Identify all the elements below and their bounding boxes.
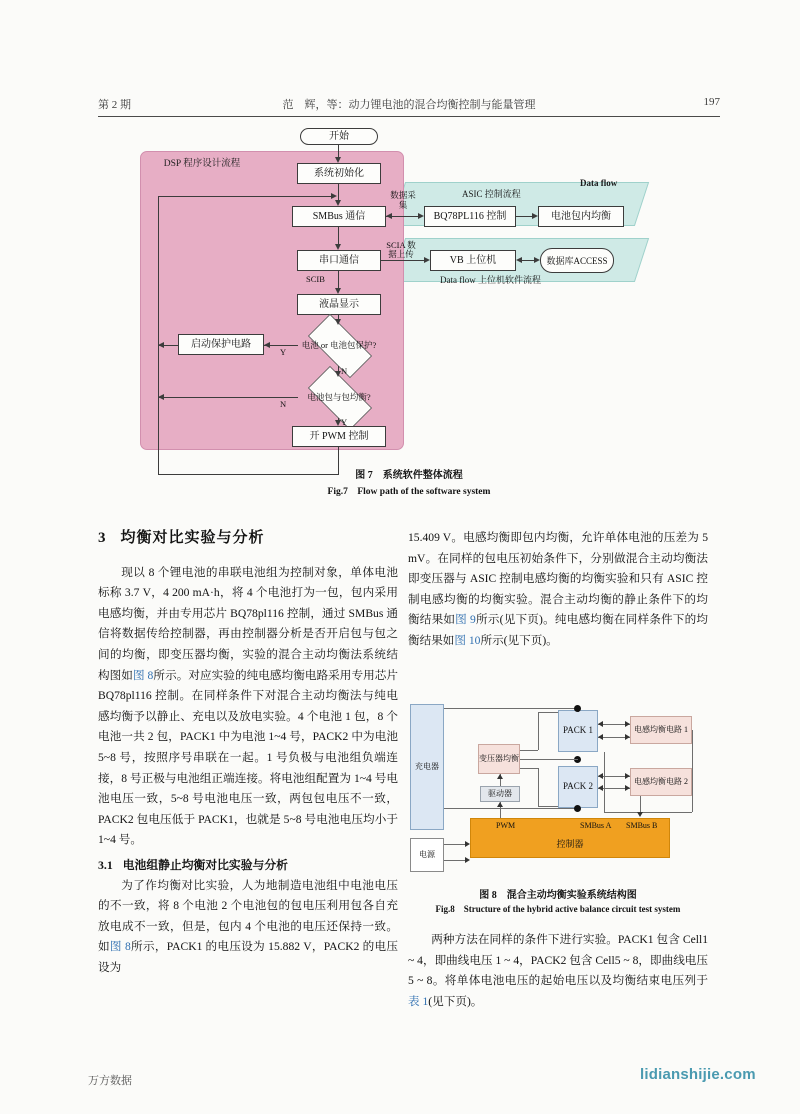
fig8-node-controller: 控制器 [470, 818, 670, 858]
fig8-node-power: 电源 [410, 838, 444, 872]
fig8-node-inductor-circuit-1: 电感均衡电路 1 [630, 716, 692, 744]
table-1-reference-link[interactable]: 表 1 [408, 994, 429, 1008]
fig8-wire [538, 768, 539, 806]
arrow-icon [335, 420, 341, 426]
arrow-icon [264, 342, 270, 348]
edge-label-data-collect: 数据采集 [390, 190, 416, 210]
fig8-wire [520, 768, 538, 769]
fig8-wire [444, 844, 466, 845]
paragraph-left-2-cont: 所示，PACK1 的电压设为 15.882 V，PACK2 的电压设为 [98, 940, 398, 974]
right-column [408, 528, 708, 652]
connector [516, 216, 532, 217]
arrow-icon [335, 319, 341, 325]
fig8-wire [640, 796, 641, 812]
fig8-wire [444, 808, 578, 809]
paragraph-left-1-cont: 所示。对应实验的纯电感均衡电路采用专用芯片 BQ78pl116 控制。在同样条件下对混合主动均衡法与纯电感均衡予以静止、充电以及放电实验。4 个电池 1 包，8 个电池一共 2 包，PACK1 中为电池 1~4 号，PACK2 中为电池 5~8 号，按照序号串联在一起。1 号负极与电池组负端连接，8 号正极与电池组正端连接。将电池组配置为 1~4 号电池电压一致，5~8 号电池电压一致，两包包电压不一致，PACK2 包电压低于 PACK1，也就是 5~8 号电池电压均小于 1~4 号。 [98, 668, 398, 847]
figure-8-caption-en [402, 902, 714, 915]
left-column [98, 528, 398, 978]
flow-node-pwm: 开 PWM 控制 [292, 426, 386, 447]
connector [158, 196, 335, 197]
arrow-icon [424, 257, 430, 263]
arrow-icon [625, 773, 630, 779]
wanfang-watermark: 万方数据 [88, 1075, 132, 1087]
header-rule [98, 116, 720, 117]
connector-left-rail [158, 196, 159, 474]
figure-8-diagram [408, 700, 708, 880]
flow-node-in-pack-balance: 电池包内均衡 [538, 206, 624, 227]
figure-7-caption-cn [98, 466, 720, 481]
arrow-icon [516, 257, 522, 263]
right-column-continued [408, 930, 708, 1012]
fig8-node-pack1: PACK 1 [558, 710, 598, 752]
fig8-wire [444, 860, 466, 861]
paragraph-left-1-text: 现以 8 个锂电池的串联电池组为控制对象，单体电池标称 3.7 V，4 200 mA·h，将 4 个电池打为一包，包内采用电感均衡，并由专用芯片 BQ78pl116 控制，通过 SMBus 通信将数据传给控制器，再由控制器分析是否开启包与包之间的均衡，即变压器均衡，实验的混合主动均衡法系统结构图如 [98, 565, 398, 682]
fig8-wire [604, 812, 692, 813]
flow-decision-protection [298, 324, 380, 366]
flow-node-smbus: SMBus 通信 [292, 206, 386, 227]
arrow-icon [598, 734, 603, 740]
edge-label-scib: SCIB [306, 274, 325, 284]
paragraph-right-2-end: (见下页)。 [428, 994, 483, 1008]
fig8-wire [538, 712, 539, 750]
arrow-icon [598, 785, 603, 791]
flow-decision-pack-balance-label: 电池包与包均衡? [307, 392, 371, 402]
running-head [98, 96, 720, 118]
flow-node-start: 开始 [300, 128, 378, 145]
connector [392, 216, 418, 217]
fig8-junction-dot [574, 805, 581, 812]
connector [381, 260, 424, 261]
paragraph-left-2 [98, 876, 398, 979]
host-flow-band-label: Data flow 上位机软件流程 [440, 275, 541, 285]
fig8-wire [538, 712, 558, 713]
fig8-node-charger: 充电器 [410, 704, 444, 830]
edge-label-scia-upload: SCIA 数据上传 [386, 240, 416, 259]
edge-label-no-2: N [280, 399, 287, 409]
section-3-title: 均衡对比实验与分析 [120, 530, 265, 546]
figure-8-reference-link-2[interactable]: 图 8 [109, 940, 131, 954]
arrow-icon [534, 257, 540, 263]
paragraph-left-2-text: 为了作均衡对比实验，人为地制造电池组中电池电压的不一致，将 8 个电池 2 个电池包的包电压利用包各自充放电成不一致，但是，包内 4 个电池的电压还保持一致。如 [98, 878, 398, 954]
flow-node-start-protection: 启动保护电路 [178, 334, 264, 355]
arrow-icon [637, 812, 643, 817]
paragraph-right-1-mid: 所示(见下页)。纯电感均衡在同样条件下的均衡结果如 [408, 613, 708, 647]
arrow-icon [335, 288, 341, 294]
figure-7-caption-en [98, 483, 720, 497]
arrow-icon [335, 371, 341, 377]
flow-node-database: 数据库ACCESS [540, 248, 614, 273]
fig8-wire [520, 750, 538, 751]
fig8-wire [692, 730, 693, 812]
section-heading-3 [98, 528, 398, 549]
paragraph-right-1 [408, 528, 708, 652]
connector [338, 271, 339, 288]
arrow-icon [497, 802, 503, 807]
issue-number: 第 2 期 [98, 99, 131, 111]
arrow-icon [335, 244, 341, 250]
arrow-icon [625, 734, 630, 740]
fig8-wire [520, 759, 578, 760]
page-number: 197 [703, 96, 720, 108]
flow-node-system-init: 系统初始化 [297, 163, 381, 184]
flow-node-vb-host: VB 上位机 [430, 250, 516, 271]
flow-node-bq78pl116: BQ78PL116 控制 [424, 206, 516, 227]
figure-9-reference-link[interactable]: 图 9 [455, 613, 476, 627]
fig8-node-driver: 驱动器 [480, 786, 520, 802]
figure-8-caption-en-text: Fig.8 Structure of the hybrid active balance circuit test system [435, 904, 681, 914]
fig8-label-pwm: PWM [496, 821, 516, 830]
figure-8-caption-cn [408, 886, 708, 901]
flow-decision-pack-balance [298, 376, 380, 418]
figure-7-flowchart [140, 128, 640, 458]
section-3-number: 3 [98, 530, 107, 546]
fig8-wire [444, 708, 578, 709]
arrow-icon [465, 857, 470, 863]
paragraph-right-1-text: 15.409 V。电感均衡即包内均衡，允许单体电池的压差为 5 mV。在同样的包电压初始条件下，分别做混合主动均衡法即变压器与 ASIC 控制电感均衡的均衡实验和只有 ASIC 控制电感均衡的均衡实验。混合主动均衡的静止条件下的均衡结果如 [408, 531, 708, 627]
connector [338, 227, 339, 244]
arrow-icon [335, 200, 341, 206]
figure-8-caption-cn-text: 图 8 混合主动均衡实验系统结构图 [479, 890, 637, 901]
arrow-icon [418, 213, 424, 219]
fig8-label-smbus-b: SMBus B [626, 821, 658, 830]
fig8-junction-dot [574, 705, 581, 712]
connector [338, 145, 339, 157]
arrow-icon [598, 773, 603, 779]
flow-node-lcd: 液晶显示 [297, 294, 381, 315]
arrow-icon [335, 157, 341, 163]
section-3-1-title: 电池组静止均衡对比实验与分析 [122, 857, 288, 872]
arrow-icon [465, 841, 470, 847]
fig8-label-smbus-a: SMBus A [580, 821, 612, 830]
arrow-icon [598, 721, 603, 727]
connector [338, 184, 339, 200]
paragraph-left-1 [98, 563, 398, 851]
edge-label-yes-2: Y [341, 417, 348, 427]
paragraph-right-1-end: 所示(见下页)。 [480, 633, 558, 647]
figure-10-reference-link[interactable]: 图 10 [454, 633, 481, 647]
arrow-icon [625, 721, 630, 727]
arrow-icon [497, 774, 503, 779]
arrow-icon [331, 193, 337, 199]
arrow-icon [532, 213, 538, 219]
section-3-1-number: 3.1 [98, 857, 113, 872]
fig8-node-pack2: PACK 2 [558, 766, 598, 808]
dsp-program-panel-label: DSP 程序设计流程 [163, 159, 241, 169]
figure-7-caption-cn-text: 图 7 系统软件整体流程 [355, 470, 463, 481]
figure-8-reference-link[interactable]: 图 8 [132, 668, 154, 682]
edge-label-yes-1: Y [280, 347, 287, 357]
connector [158, 397, 298, 398]
asic-flow-band-label: ASIC 控制流程 [462, 189, 521, 199]
fig8-wire [538, 806, 558, 807]
arrow-icon [625, 785, 630, 791]
article-title: 范 辉，等：动力锂电池的混合均衡控制与能量管理 [282, 99, 536, 111]
fig8-wire [604, 752, 605, 812]
flow-decision-protection-label: 电池 or 电池包保护? [301, 340, 377, 350]
figure-7-caption-en-text: Fig.7 Flow path of the software system [327, 487, 491, 497]
paragraph-right-2-text: 两种方法在同样的条件下进行实验。PACK1 包含 Cell1 ~ 4，即曲线电压 1 ~ 4，PACK2 包含 Cell5 ~ 8，即曲线电压 5 ~ 8。将单体电池电压的起始电压以及均衡结束电压列于 [408, 933, 708, 988]
data-flow-label: Data flow [580, 178, 618, 188]
section-heading-3-1 [98, 855, 398, 876]
site-watermark: lidianshijie.com [640, 1066, 756, 1083]
flow-node-serial: 串口通信 [297, 250, 381, 271]
edge-label-no-1: N [341, 366, 348, 376]
paragraph-right-2 [408, 930, 708, 1012]
fig8-node-transformer-balance: 变压器均衡 [478, 744, 520, 774]
fig8-node-inductor-circuit-2: 电感均衡电路 2 [630, 768, 692, 796]
